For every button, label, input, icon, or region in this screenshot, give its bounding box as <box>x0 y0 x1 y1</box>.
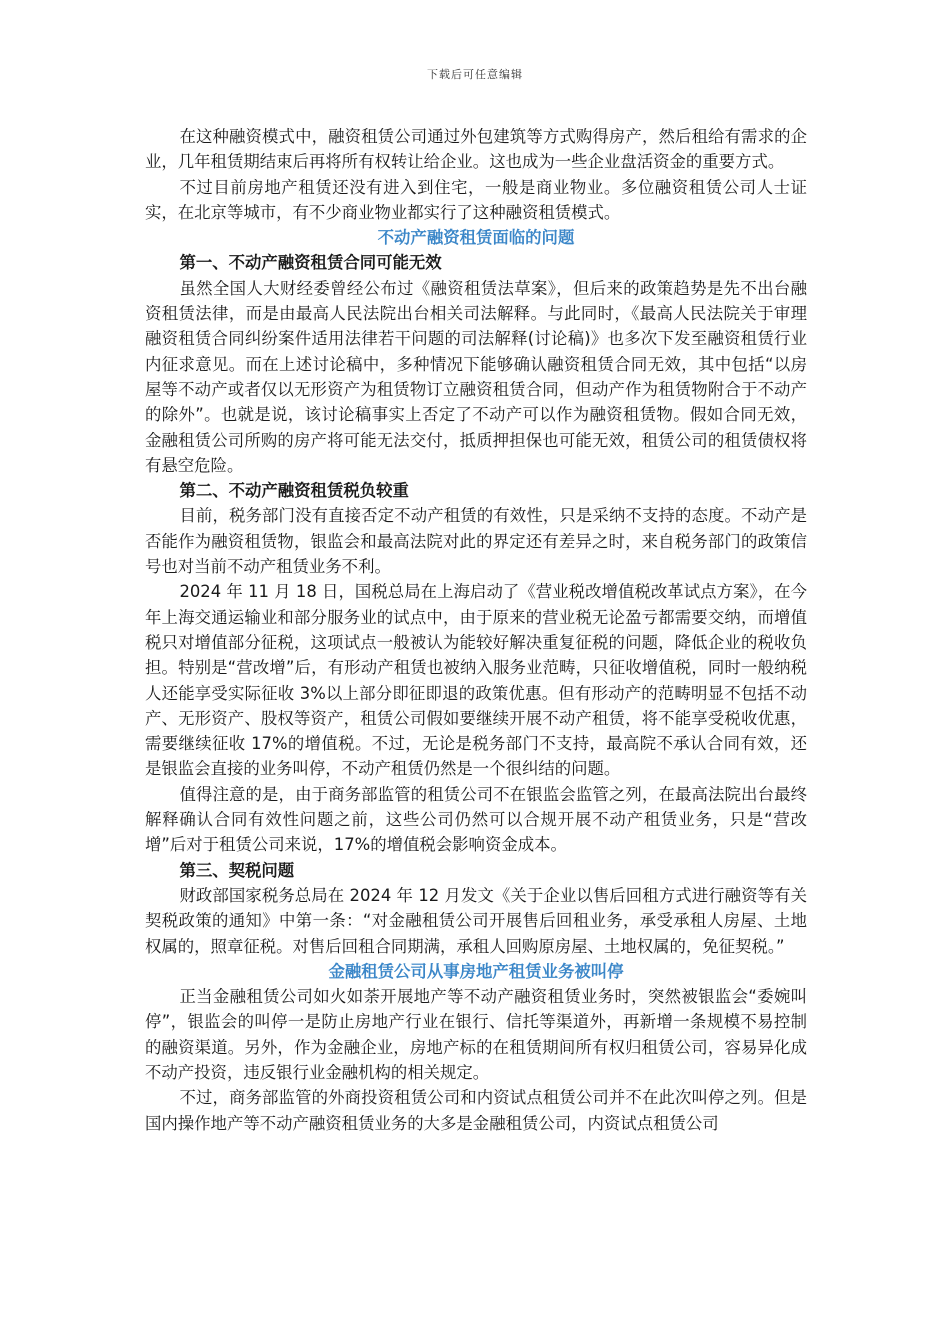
section-heading: 不动产融资租赁面临的问题 <box>377 228 575 248</box>
paragraph: 虽然全国人大财经委曾经公布过《融资租赁法草案》，但后来的政策趋势是先不出台融资租赁法律，而是由最高人民法院出台相关司法解释。与此同时，《最高人民法院关于审理融资租赁合同纠纷案件适用法律若干问题的司法解释(讨论稿)》也多次下发至融资租赁行业内征求意见。而在上述讨论稿中，多种情况下能够确认融资租赁合同无效，其中包括“以房屋等不动产或者仅以无形资产为租赁物订立融资租赁合同，但动产作为租赁物附合于不动产的除外”。也就是说，该讨论稿事实上否定了不动产可以作为融资租赁物。假如合同无效，金融租赁公司所购的房产将可能无法交付，抵质押担保也可能无效，租赁公司的租赁债权将有悬空危险。 <box>145 278 807 475</box>
paragraph: 财政部国家税务总局在 2024 年 12 月发文《关于企业以售后回租方式进行融资等有关契税政策的通知》中第一条：“对金融租赁公司开展售后回租业务，承受承租人房屋、土地权属的，照章征税。对售后回租合同期满，承租人回购原房屋、土地权属的，免征契税。” <box>145 885 807 956</box>
paragraph: 目前，税务部门没有直接否定不动产租赁的有效性，只是采纳不支持的态度。不动产是否能作为融资租赁物，银监会和最高法院对此的界定还有差异之时，来自税务部门的政策信号也对当前不动产租赁业务不利。 <box>145 506 807 577</box>
subsection-heading: 第三、契税问题 <box>179 860 295 880</box>
paragraph: 不过目前房地产租赁还没有进入到住宅，一般是商业物业。多位融资租赁公司人士证实，在北京等城市，有不少商业物业都实行了这种融资租赁模式。 <box>145 177 807 222</box>
page-header: 下载后可任意编辑 <box>427 68 523 81</box>
subsection-heading: 第一、不动产融资租赁合同可能无效 <box>179 253 442 273</box>
paragraph: 在这种融资模式中，融资租赁公司通过外包建筑等方式购得房产，然后租给有需求的企业，几年租赁期结束后再将所有权转让给企业。这也成为一些企业盘活资金的重要方式。 <box>145 127 807 172</box>
paragraph: 值得注意的是，由于商务部监管的租赁公司不在银监会监管之列，在最高法院出台最终解释确认合同有效性问题之前，这些公司仍然可以合规开展不动产租赁业务，只是“营改增”后对于租赁公司来说，17%的增值税会影响资金成本。 <box>145 784 807 855</box>
document-body <box>145 124 807 1136</box>
paragraph: 2024 年 11 月 18 日，国税总局在上海启动了《营业税改增值税改革试点方案》，在今年上海交通运输业和部分服务业的试点中，由于原来的营业税无论盈亏都需要交纳，而增值税只对增值部分征税，这项试点一般被认为能较好解决重复征税的问题，降低企业的税收负担。特别是“营改增”后，有形动产租赁也被纳入服务业范畴，只征收增值税，同时一般纳税人还能享受实际征收 3%以上部分即征即退的政策优惠。但有形动产的范畴明显不包括不动产、无形资产、股权等资产，租赁公司假如要继续开展不动产租赁，将不能享受税收优惠，需要继续征收 17%的增值税。不过，无论是税务部门不支持，最高院不承认合同有效，还是银监会直接的业务叫停，不动产租赁仍然是一个很纠结的问题。 <box>145 582 807 779</box>
paragraph: 不过，商务部监管的外商投资租赁公司和内资试点租赁公司并不在此次叫停之列。但是国内操作地产等不动产融资租赁业务的大多是金融租赁公司，内资试点租赁公司 <box>145 1088 807 1133</box>
subsection-heading: 第二、不动产融资租赁税负较重 <box>179 481 409 501</box>
paragraph: 正当金融租赁公司如火如荼开展地产等不动产融资租赁业务时，突然被银监会“委婉叫停”，银监会的叫停一是防止房地产行业在银行、信托等渠道外，再新增一条规模不易控制的融资渠道。另外，作为金融企业，房地产标的在租赁期间所有权归租赁公司，容易异化成不动产投资，违反银行业金融机构的相关规定。 <box>145 987 807 1082</box>
section-heading: 金融租赁公司从事房地产租赁业务被叫停 <box>328 961 624 981</box>
